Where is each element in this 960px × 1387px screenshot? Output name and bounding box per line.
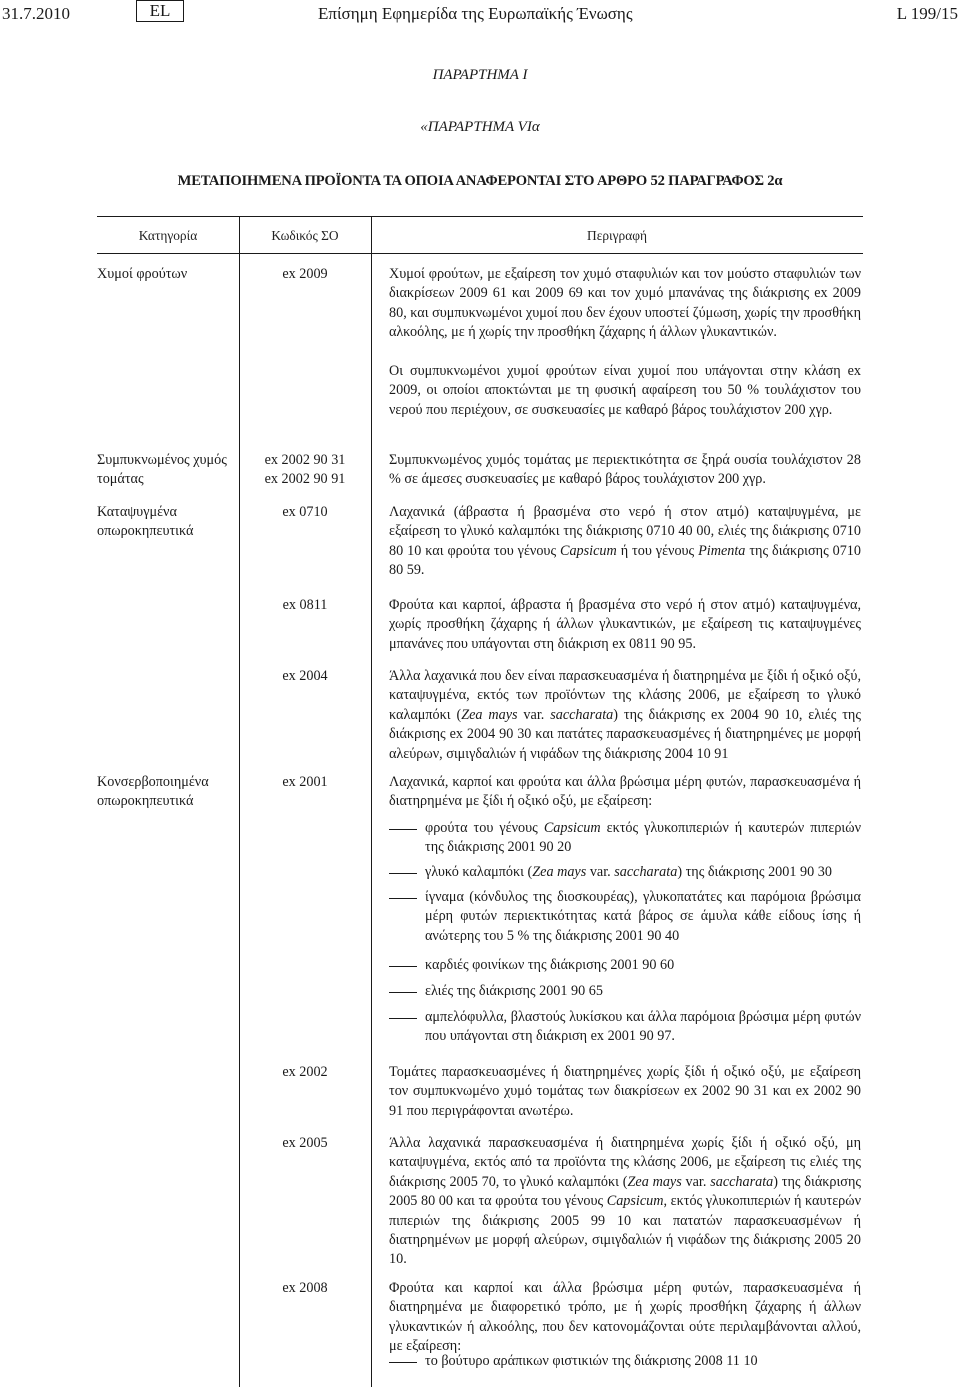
exclusion-item: καρδιές φοινίκων της διάκρισης 2001 90 60 bbox=[389, 956, 861, 975]
row-code: ex 0710 bbox=[282, 504, 328, 520]
row-code: ex 2001 bbox=[282, 774, 328, 790]
header-cn-code: Κωδικός ΣΟ bbox=[271, 228, 339, 243]
row-category: Καταψυγμένα οπωροκηπευτικά bbox=[97, 504, 194, 540]
row-code: ex 2002 bbox=[282, 1064, 328, 1080]
row-description: Λαχανικά, καρποί και φρούτα και άλλα βρώσιμα μέρη φυτών, παρασκευασμένα ή διατηρημένα με ξίδι ή οξικό οξύ, με εξαίρεση: bbox=[389, 774, 861, 810]
annex-subheading: «ΠΑΡΑΡΤΗΜΑ VIα bbox=[420, 119, 540, 135]
annex-heading: ΠΑΡΑΡΤΗΜΑ I bbox=[432, 67, 528, 83]
row-code: ex 2002 90 31 bbox=[264, 452, 346, 468]
column-divider bbox=[239, 217, 240, 1387]
row-code: ex 2008 bbox=[282, 1280, 328, 1296]
header-description: Περιγραφή bbox=[587, 228, 647, 243]
row-code: ex 0811 bbox=[282, 597, 328, 613]
products-table bbox=[97, 216, 863, 1387]
row-description: Άλλα λαχανικά παρασκευασμένα ή διατηρημένα χωρίς ξίδι ή οξικό οξύ, μη καταψυγμένα, εκτός από τα προϊόντα της κλάσης 2006, με εξαίρεση τις ελιές της διάκρισης 2005 70, το γλυκό καλαμπόκι (Zea mays var. saccharata) της διάκρισης 2005 80 00 και τα φρούτα του γένους Capsicum, εκτός γλυκοπιπεριών ή καυτερών πιπεριών της διάκρισης 2005 99 10 και πατατών παρασκευασμένων ή διατηρημένων με μορφή αλεύρων, σιμιγδαλιών ή νιφάδων της διάκρισης 2005 20 10. bbox=[389, 1135, 861, 1268]
row-description: Άλλα λαχανικά που δεν είναι παρασκευασμένα ή διατηρημένα με ξίδι ή οξικό οξύ, καταψυγμένα, εκτός των προϊόντων της κλάσης 2006, με εξαίρεση το γλυκό καλαμπόκι (Zea mays var. saccharata) της διάκρισης ex 2004 90 10, ελιές της διάκρισης ex 2004 90 30 και πατάτες παρασκευασμένες ή διατηρημένες με μορφή αλεύρων, σιμιγδαλιών ή νιφάδων της διάκρισης 2004 10 91 bbox=[389, 668, 861, 762]
document-title: ΜΕΤΑΠΟΙΗΜΕΝΑ ΠΡΟΪΟΝΤΑ ΤΑ ΟΠΟΙΑ ΑΝΑΦΕΡΟΝΤΑΙ ΣΤΟ ΑΡΘΡΟ 52 ΠΑΡΑΓΡΑΦΟΣ 2α bbox=[177, 173, 783, 189]
row-description: Συμπυκνωμένος χυμός τομάτας με περιεκτικότητα σε ξηρά ουσία τουλάχιστον 28 % σε άμεσες συσκευασίες με καθαρό βάρος τουλάχιστον 200 χγρ. bbox=[389, 452, 861, 488]
row-code: ex 2005 bbox=[282, 1135, 328, 1151]
row-code: ex 2002 90 91 bbox=[264, 471, 346, 487]
row-description: Λαχανικά (άβραστα ή βρασμένα στο νερό ή στον ατμό) καταψυγμένα, με εξαίρεση το γλυκό καλαμπόκι της διάκρισης 0710 40 00, ελιές της διάκρισης 0710 80 10 και φρούτα του γένους Capsicum ή του γένους Pimenta της διάκρισης 0710 80 59. bbox=[389, 504, 861, 579]
row-category: Συμπυκνωμένος χυμός τομάτας bbox=[97, 452, 227, 488]
row-code: ex 2009 bbox=[282, 266, 328, 282]
exclusion-item: φρούτα του γένους Capsicum εκτός γλυκοπιπεριών ή καυτερών πιπεριών της διάκρισης 2001 90 20 bbox=[389, 819, 861, 858]
exclusion-item: το βούτυρο αράπικων φιστικιών της διάκρισης 2008 11 10 bbox=[389, 1352, 861, 1371]
row-category: Κονσερβοποιημένα οπωροκηπευτικά bbox=[97, 774, 209, 810]
header-date: 31.7.2010 bbox=[2, 4, 70, 23]
header-rule bbox=[97, 253, 863, 254]
exclusion-item: ελιές της διάκρισης 2001 90 65 bbox=[389, 982, 861, 1001]
column-divider bbox=[371, 217, 372, 1387]
row-description: Φρούτα και καρποί και άλλα βρώσιμα μέρη φυτών, παρασκευασμένα ή διατηρημένα με διαφορετικό τρόπο, με ή χωρίς προσθήκη ζάχαρης ή άλλων γλυκαντικών ή αλκοόλης, που δεν κατονομάζονται ούτε περιλαμβάνονται αλλού, με εξαίρεση: bbox=[389, 1280, 861, 1355]
row-category: Χυμοί φρούτων bbox=[97, 266, 188, 282]
exclusion-item: ίγναμα (κόνδυλος της διοσκουρέας), γλυκοπατάτες και παρόμοια βρώσιμα μέρη φυτών περιεκτικότητας κατά βάρος σε άμυλα κάθε είδους ίσης ή ανώτερης του 5 % της διάκρισης 2001 90 40 bbox=[389, 888, 861, 946]
row-description: Φρούτα και καρποί, άβραστα ή βρασμένα στο νερό ή στον ατμό) καταψυγμένα, χωρίς προσθήκη ζάχαρης ή άλλων γλυκαντικών, με εξαίρεση τις καταψυγμένες μπανάνες που υπάγονται στη διάκριση ex 0811 90 95. bbox=[389, 597, 861, 652]
header-language-box: EL bbox=[136, 0, 184, 22]
row-description-note: Οι συμπυκνωμένοι χυμοί φρούτων είναι χυμοί που υπάγονται στην κλάση ex 2009, οι οποίοι αποκτώνται με τη φυσική αφαίρεση του 50 % τουλάχιστον του νερού που περιέχουν, σε συσκευασίες με καθαρό βάρος τουλάχιστον 200 χγρ. bbox=[389, 363, 861, 418]
row-code: ex 2004 bbox=[282, 668, 328, 684]
exclusion-item: γλυκό καλαμπόκι (Zea mays var. saccharata) της διάκρισης 2001 90 30 bbox=[389, 863, 861, 882]
row-description: Τομάτες παρασκευασμένες ή διατηρημένες χωρίς ξίδι ή οξικό οξύ, με εξαίρεση τον συμπυκνωμένο χυμό τομάτας των διακρίσεων ex 2002 90 31 και ex 2002 90 91 που περιγράφονται ανωτέρω. bbox=[389, 1064, 861, 1119]
header-category: Κατηγορία bbox=[138, 228, 198, 243]
row-description: Χυμοί φρούτων, με εξαίρεση τον χυμό σταφυλιών και τον μούστο σταφυλιών των διακρίσεων 2009 61 και 2009 69 και τον χυμό μπανάνας της διάκρισης ex 2009 80, και συμπυκνωμένοι χυμοί που δεν έχουν υποστεί ζύμωση, χωρίς την προσθήκη αλκοόλης, με ή χωρίς την προσθήκη ζάχαρης ή άλλων γλυκαντικών. bbox=[389, 266, 861, 341]
header-journal-title: Επίσημη Εφημερίδα της Ευρωπαϊκής Ένωσης bbox=[318, 4, 633, 23]
header-page-number: L 199/15 bbox=[896, 4, 958, 23]
exclusion-item: αμπελόφυλλα, βλαστούς λυκίσκου και άλλα παρόμοια βρώσιμα μέρη φυτών που υπάγονται στη διάκριση ex 2001 90 97. bbox=[389, 1008, 861, 1047]
